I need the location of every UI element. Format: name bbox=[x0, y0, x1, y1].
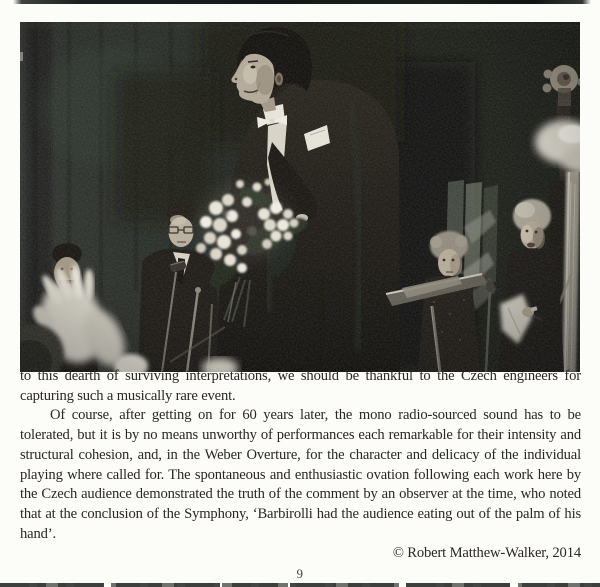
concert-photograph bbox=[20, 22, 580, 372]
bottom-page-edge-rule bbox=[0, 583, 600, 587]
paragraph-main: Of course, after getting on for 60 years later, the mono radio-sourced sound has to be tolerated, but it is by no means unworthy of performances each remarkable for their intensity and structural cohesion, and, in the Weber Overture, for the character and delicacy of the individual playing where called for. The spontaneous and enthusiastic ovation following each work here by the Czech audience demonstrated the truth of the comment by an observer at the time, who noted that at the conclusion of the Symphony, ‘Barbirolli had the audience eating out of the palm of his hand’. bbox=[20, 407, 581, 542]
body-text bbox=[20, 367, 581, 564]
photo-illustration bbox=[20, 22, 580, 372]
paragraph-continuation: to this dearth of surviving interpretations, we should be thankful to the Czech engineers for capturing such a musically rare event. bbox=[20, 368, 581, 404]
page-number: 9 bbox=[296, 566, 304, 581]
top-page-edge-rule bbox=[13, 0, 591, 4]
copyright-line: © Robert Matthew-Walker, 2014 bbox=[392, 545, 581, 562]
film-grain bbox=[20, 22, 580, 372]
